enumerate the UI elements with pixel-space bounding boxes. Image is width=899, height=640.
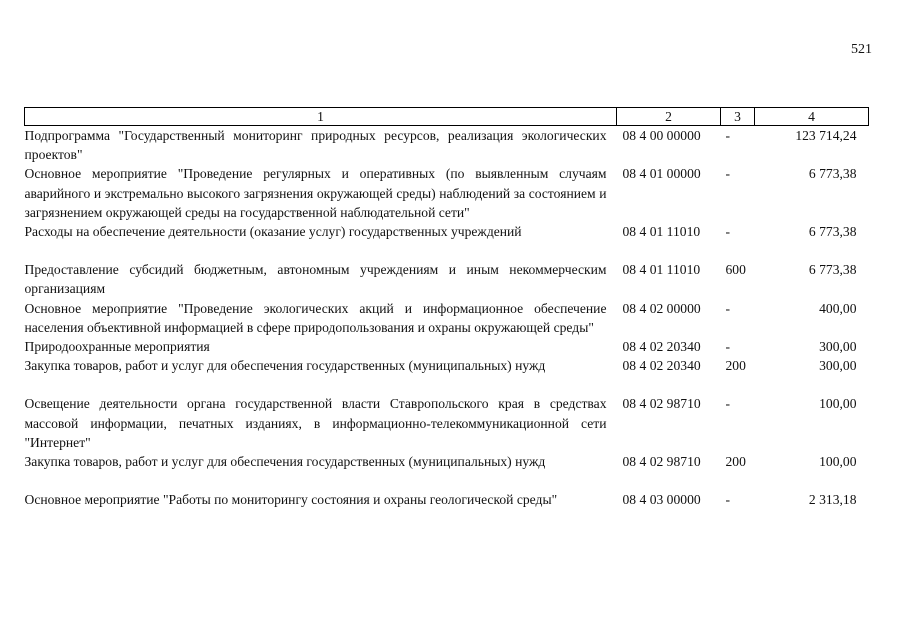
row-name: Природоохранные мероприятия	[24, 339, 210, 355]
row-type: -	[725, 224, 731, 240]
row-code: 08 4 01 11010	[622, 224, 701, 240]
table-row	[25, 356, 869, 394]
row-name: Расходы на обеспечение деятельности (оказание услуг) государственных учреждений	[24, 224, 522, 240]
row-type: 200	[725, 454, 746, 470]
table-row	[25, 394, 869, 452]
header-row	[25, 108, 869, 126]
row-amount: 6 773,38	[808, 166, 857, 182]
row-code: 08 4 01 11010	[622, 262, 701, 278]
row-name: Основное мероприятие "Проведение регулярных и оперативных (по выявленным случаям аварийного и экстремально высокого загрязнения окружающей среды) наблюдений за состоянием и загрязнением окружающей среды на государственной наблюдательной сети"	[24, 166, 607, 220]
table-row	[25, 222, 869, 260]
row-type: -	[725, 128, 731, 143]
row-code: 08 4 03 00000	[622, 492, 701, 508]
row-type: -	[725, 339, 731, 355]
row-name: Основное мероприятие "Проведение экологических акций и информационное обеспечение населения объективной информацией в сфере природопользования и охраны окружающей среды"	[24, 300, 607, 335]
column-header-3: 3	[721, 108, 755, 126]
budget-table	[24, 107, 869, 509]
page-number: 521	[851, 42, 872, 57]
row-code: 08 4 02 20340	[622, 358, 701, 374]
row-amount: 6 773,38	[808, 224, 857, 240]
table-row	[25, 126, 869, 165]
row-type: -	[725, 396, 731, 412]
row-type: -	[725, 166, 731, 182]
row-code: 08 4 02 20340	[622, 339, 701, 355]
row-name: Предоставление субсидий бюджетным, автономным учреждениям и иным некоммерческим организациям	[24, 262, 607, 297]
row-amount: 100,00	[819, 454, 857, 470]
table-row	[25, 452, 869, 490]
row-code: 08 4 01 00000	[622, 166, 701, 182]
row-type: -	[725, 492, 731, 508]
row-name: Основное мероприятие "Работы по мониторингу состояния и охраны геологической среды"	[24, 492, 558, 508]
row-amount: 300,00	[819, 358, 857, 374]
table-row	[25, 490, 869, 509]
row-name: Закупка товаров, работ и услуг для обеспечения государственных (муниципальных) нужд	[24, 454, 546, 470]
row-code: 08 4 02 98710	[622, 454, 701, 470]
row-amount: 300,00	[819, 339, 857, 355]
column-header-4: 4	[755, 108, 869, 126]
row-code: 08 4 00 00000	[622, 128, 701, 143]
column-header-1: 1	[25, 108, 617, 126]
table-row	[25, 260, 869, 298]
row-amount: 123 714,24	[795, 128, 857, 143]
column-header-2: 2	[617, 108, 721, 126]
table-row	[25, 337, 869, 356]
table-row	[25, 164, 869, 222]
table-row	[25, 299, 869, 337]
row-amount: 400,00	[819, 300, 857, 316]
row-amount: 2 313,18	[808, 492, 857, 508]
row-name: Освещение деятельности органа государственной власти Ставропольского края в средствах массовой информации, печатных изданиях, в информационно-телекоммуникационной сети "Интернет"	[24, 396, 607, 450]
row-name: Подпрограмма "Государственный мониторинг природных ресурсов, реализация экологических проектов"	[24, 128, 607, 163]
row-type: 600	[725, 262, 746, 278]
row-amount: 6 773,38	[808, 262, 857, 278]
row-code: 08 4 02 98710	[622, 396, 701, 412]
row-type: -	[725, 300, 731, 316]
row-name: Закупка товаров, работ и услуг для обеспечения государственных (муниципальных) нужд	[24, 358, 546, 374]
row-type: 200	[725, 358, 746, 374]
row-code: 08 4 02 00000	[622, 300, 701, 316]
row-amount: 100,00	[819, 396, 857, 412]
